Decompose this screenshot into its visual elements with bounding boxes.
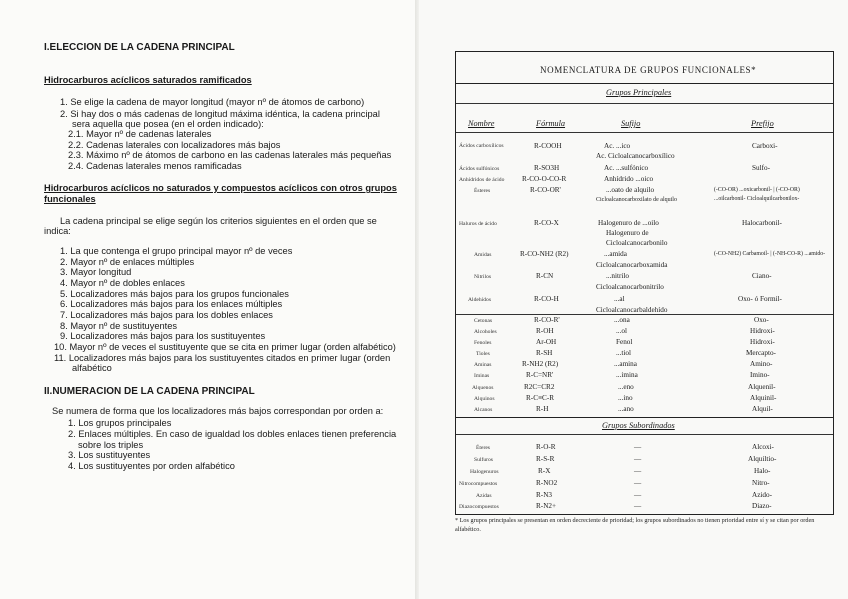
row-prefix: Alquinil-: [750, 394, 777, 402]
row-prefix: Halocarbonil-: [742, 219, 782, 227]
row-formula: R-CO-H: [534, 295, 559, 303]
sub-row-formula: R-S-R: [536, 455, 555, 463]
sub-row-prefix: Diazo-: [752, 502, 772, 510]
sub1-item: 1. Se elige la cadena de mayor longitud (mayor nº de átomos de carbono): [60, 97, 365, 107]
row-formula: Ar-OH: [536, 338, 557, 346]
row-suffix: Cicloalcanocarbonilo: [606, 239, 668, 247]
sub-row-name: Nitrocompuestos: [459, 481, 498, 487]
row-name: Alquinos: [474, 396, 495, 402]
divider: [456, 417, 833, 418]
row-name: Anhídridos de ácido: [459, 177, 505, 183]
row-formula: R-H: [536, 405, 549, 413]
sub-row-formula: R-X: [538, 467, 551, 475]
row-name: Ácidos sulfónicos: [459, 166, 500, 172]
sub2-item: 1. La que contenga el grupo principal mayor nº de veces: [60, 246, 293, 256]
sec2-item: 3. Los sustituyentes: [68, 450, 151, 460]
row-formula: R-CO-NH2 (R2): [520, 250, 569, 258]
sub-row-prefix: Azido-: [752, 491, 772, 499]
sub2-item: 3. Mayor longitud: [60, 267, 132, 277]
row-formula: R-SH: [536, 349, 553, 357]
divider: [456, 434, 833, 435]
table-title: NOMENCLATURA DE GRUPOS FUNCIONALES*: [540, 65, 757, 75]
row-formula: R-C≡C-R: [526, 394, 555, 402]
sub1-title: Hidrocarburos acíclicos saturados ramificados: [44, 75, 252, 85]
sub1-item: 2.2. Cadenas laterales con localizadores más bajos: [68, 140, 281, 150]
row-suffix: Halogenuro de ...oilo: [598, 219, 659, 227]
sub-row-prefix: Nitro-: [752, 479, 770, 487]
row-name: Aminas: [474, 362, 492, 368]
row-name: Tioles: [476, 351, 490, 357]
divider: [456, 103, 833, 104]
sec2-intro: Se numera de forma que los localizadores más bajos correspondan por orden a:: [52, 406, 384, 416]
sub2-title-cont: funcionales: [44, 194, 96, 204]
sec2-item: sobre los triples: [78, 440, 144, 450]
section1-title: I.ELECCION DE LA CADENA PRINCIPAL: [44, 42, 235, 53]
col-header-formula: Fórmula: [536, 119, 566, 128]
row-formula: R-CO-O-CO-R: [522, 175, 567, 183]
sub2-item: 9. Localizadores más bajos para los sustituyentes: [60, 331, 266, 341]
row-suffix: ...amina: [614, 360, 637, 368]
row-prefix: (-CO-OR) ...oxicarbonil- | (-CO-OR) ...oilcarbonil- Cicloalquilcarbonilox-: [714, 187, 800, 202]
col-header-suffix: Sufijo: [621, 119, 641, 128]
row-formula: R-OH: [536, 327, 554, 335]
row-suffix: ...ano: [618, 405, 634, 413]
row-suffix: Fenol: [616, 338, 633, 346]
row-prefix: Alquenil-: [748, 383, 776, 391]
section2-title: II.NUMERACION DE LA CADENA PRINCIPAL: [44, 386, 255, 397]
sub2-item: 7. Localizadores más bajos para los dobles enlaces: [60, 310, 273, 320]
row-prefix: Oxo- ó Formil-: [738, 295, 782, 303]
row-formula: R-CO-X: [534, 219, 559, 227]
row-name: Nitrilos: [474, 274, 492, 280]
sub2-item: 11. Localizadores más bajos para los sustituyentes citados en primer lugar (orden: [54, 353, 391, 363]
sec2-item: 2. Enlaces múltiples. En caso de igualdad los dobles enlaces tienen preferencia: [68, 429, 397, 439]
row-suffix: Cicloalcanocarbaldehído: [596, 306, 668, 314]
row-name: Alcanos: [474, 407, 493, 413]
sub2-intro: La cadena principal se elige según los criterios siguientes en el orden que se: [60, 216, 377, 226]
sub2-item: 5. Localizadores más bajos para los grupos funcionales: [60, 289, 289, 299]
row-formula: R2C=CR2: [524, 383, 555, 391]
sec2-item: 1. Los grupos principales: [68, 418, 172, 428]
sub-row-name: Azidas: [476, 493, 492, 499]
row-prefix: Hidroxi-: [750, 338, 775, 346]
sub-row-prefix: Halo-: [754, 467, 771, 475]
row-suffix: Ac. ...sulfónico: [604, 164, 649, 172]
sec2-item: 4. Los sustituyentes por orden alfabético: [68, 461, 235, 471]
row-suffix: Ac. ...ico: [604, 142, 631, 150]
sub-row-suffix: —: [634, 479, 642, 487]
sub2-item: 4. Mayor nº de dobles enlaces: [60, 278, 185, 288]
row-name: Fenoles: [474, 340, 492, 346]
sub2-intro-cont: indica:: [44, 226, 71, 236]
sub1-item: 2.1. Mayor nº de cadenas laterales: [68, 129, 212, 139]
row-suffix: Anhídrido ...oico: [604, 175, 654, 183]
sub2-item: 10. Mayor nº de veces el sustituyente que se cita en primer lugar (orden alfabético): [54, 342, 396, 352]
row-suffix: ...ino: [618, 394, 633, 402]
sub-row-suffix: —: [634, 491, 642, 499]
row-formula: R-CN: [536, 272, 554, 280]
row-formula: R-NH2 (R2): [522, 360, 559, 368]
row-prefix: (-CO-NH2) Carbamoil- | (-NH-CO-R) ...amido-: [714, 251, 826, 257]
sub2-item: 2. Mayor nº de enlaces múltiples: [60, 257, 195, 267]
row-formula: R-CO-OR': [530, 186, 561, 194]
row-prefix: Mercapto-: [746, 349, 776, 357]
row-name: Haluros de ácido: [459, 221, 497, 227]
row-name: Cetonas: [474, 318, 493, 324]
row-formula: R-C=NR': [526, 371, 554, 379]
subordinate-heading: Grupos Subordinados: [602, 421, 675, 430]
sub-row-formula: R-N2+: [536, 502, 557, 510]
sub2-item: 8. Mayor nº de sustituyentes: [60, 321, 178, 331]
sub-row-name: Éteres: [476, 445, 490, 451]
row-prefix: Sulfo-: [752, 164, 770, 172]
row-name: Alcoholes: [474, 329, 497, 335]
row-suffix: ...tiol: [616, 349, 631, 357]
sub-row-formula: R-O-R: [536, 443, 556, 451]
sub1-item: 2.4. Cadenas laterales menos ramificadas: [68, 161, 242, 171]
row-prefix: Ciano-: [752, 272, 772, 280]
row-formula: R-SO3H: [534, 164, 560, 172]
row-name: Alquenos: [472, 385, 494, 391]
sub-row-suffix: —: [634, 502, 642, 510]
row-formula: R-COOH: [534, 142, 562, 150]
sub1-item: 2. Si hay dos o más cadenas de longitud máxima idéntica, la cadena principal: [60, 109, 380, 119]
row-prefix: Oxo-: [754, 316, 769, 324]
sub-row-name: Diazocompuestos: [459, 504, 499, 510]
sub2-title: Hidrocarburos acíclicos no saturados y compuestos acíclicos con otros grupos: [44, 183, 397, 193]
sub2-item: alfabético: [72, 363, 112, 373]
row-suffix: ...oato de alquilo: [606, 186, 655, 194]
col-header-name: Nombre: [468, 119, 495, 128]
row-prefix: Alquil-: [752, 405, 773, 413]
sub-row-suffix: —: [634, 443, 642, 451]
row-prefix: Hidroxi-: [750, 327, 775, 335]
row-prefix: Carboxi-: [752, 142, 778, 150]
row-suffix: ...eno: [618, 383, 634, 391]
col-header-prefix: Prefijo: [751, 119, 774, 128]
sub-row-formula: R-N3: [536, 491, 552, 499]
sub1-item: 2.3. Máximo nº de átomos de carbono en las cadenas laterales más pequeñas: [68, 150, 392, 160]
sub-row-name: Sulfuros: [474, 457, 493, 463]
row-suffix: ...nitrilo: [606, 272, 629, 280]
functional-groups-table: [455, 51, 834, 515]
divider: [456, 314, 833, 315]
row-suffix: Cicloalcanocarbonitrilo: [596, 283, 664, 291]
divider: [456, 83, 833, 84]
sub-row-suffix: —: [634, 467, 642, 475]
row-name: Aldehídos: [468, 297, 491, 303]
row-suffix: Halogenuro de: [606, 229, 649, 237]
sub-row-formula: R-NO2: [536, 479, 558, 487]
sub1-item: sera aquella que posea (en el orden indicado):: [72, 119, 264, 129]
table-footnote: * Los grupos principales se presentan en orden decreciente de prioridad; los grupos subordinados no tienen prioridad entre sí y se citan por orden alfabético.: [455, 517, 815, 533]
divider: [456, 132, 833, 133]
row-suffix: Cicloalcanocarboxamida: [596, 261, 668, 269]
row-name: Ésteres: [474, 188, 491, 194]
row-suffix: ...al: [614, 295, 625, 303]
row-name: Iminas: [474, 373, 490, 379]
sub2-item: 6. Localizadores más bajos para los enlaces múltiples: [60, 299, 283, 309]
row-suffix: Ac. Cicloalcanocarboxílico: [596, 152, 675, 160]
principal-heading: Grupos Principales: [606, 88, 672, 97]
sub-row-prefix: Alcoxi-: [752, 443, 774, 451]
sub-row-prefix: Alquiltio-: [748, 455, 777, 463]
row-name: Amidas: [474, 252, 492, 258]
row-prefix: Amino-: [750, 360, 773, 368]
row-formula: R-CO-R': [534, 316, 560, 324]
row-suffix: ...imina: [616, 371, 638, 379]
row-name: Ácidos carboxílicos: [459, 143, 504, 149]
row-suffix: ...ona: [614, 316, 630, 324]
row-suffix: ...ol: [616, 327, 627, 335]
row-suffix: Cicloalcanocarboxilato de alquilo: [596, 197, 677, 203]
sub-row-suffix: —: [634, 455, 642, 463]
row-suffix: ...amida: [604, 250, 627, 258]
sub-row-name: Halogenuros: [470, 469, 499, 475]
row-prefix: Imino-: [750, 371, 770, 379]
